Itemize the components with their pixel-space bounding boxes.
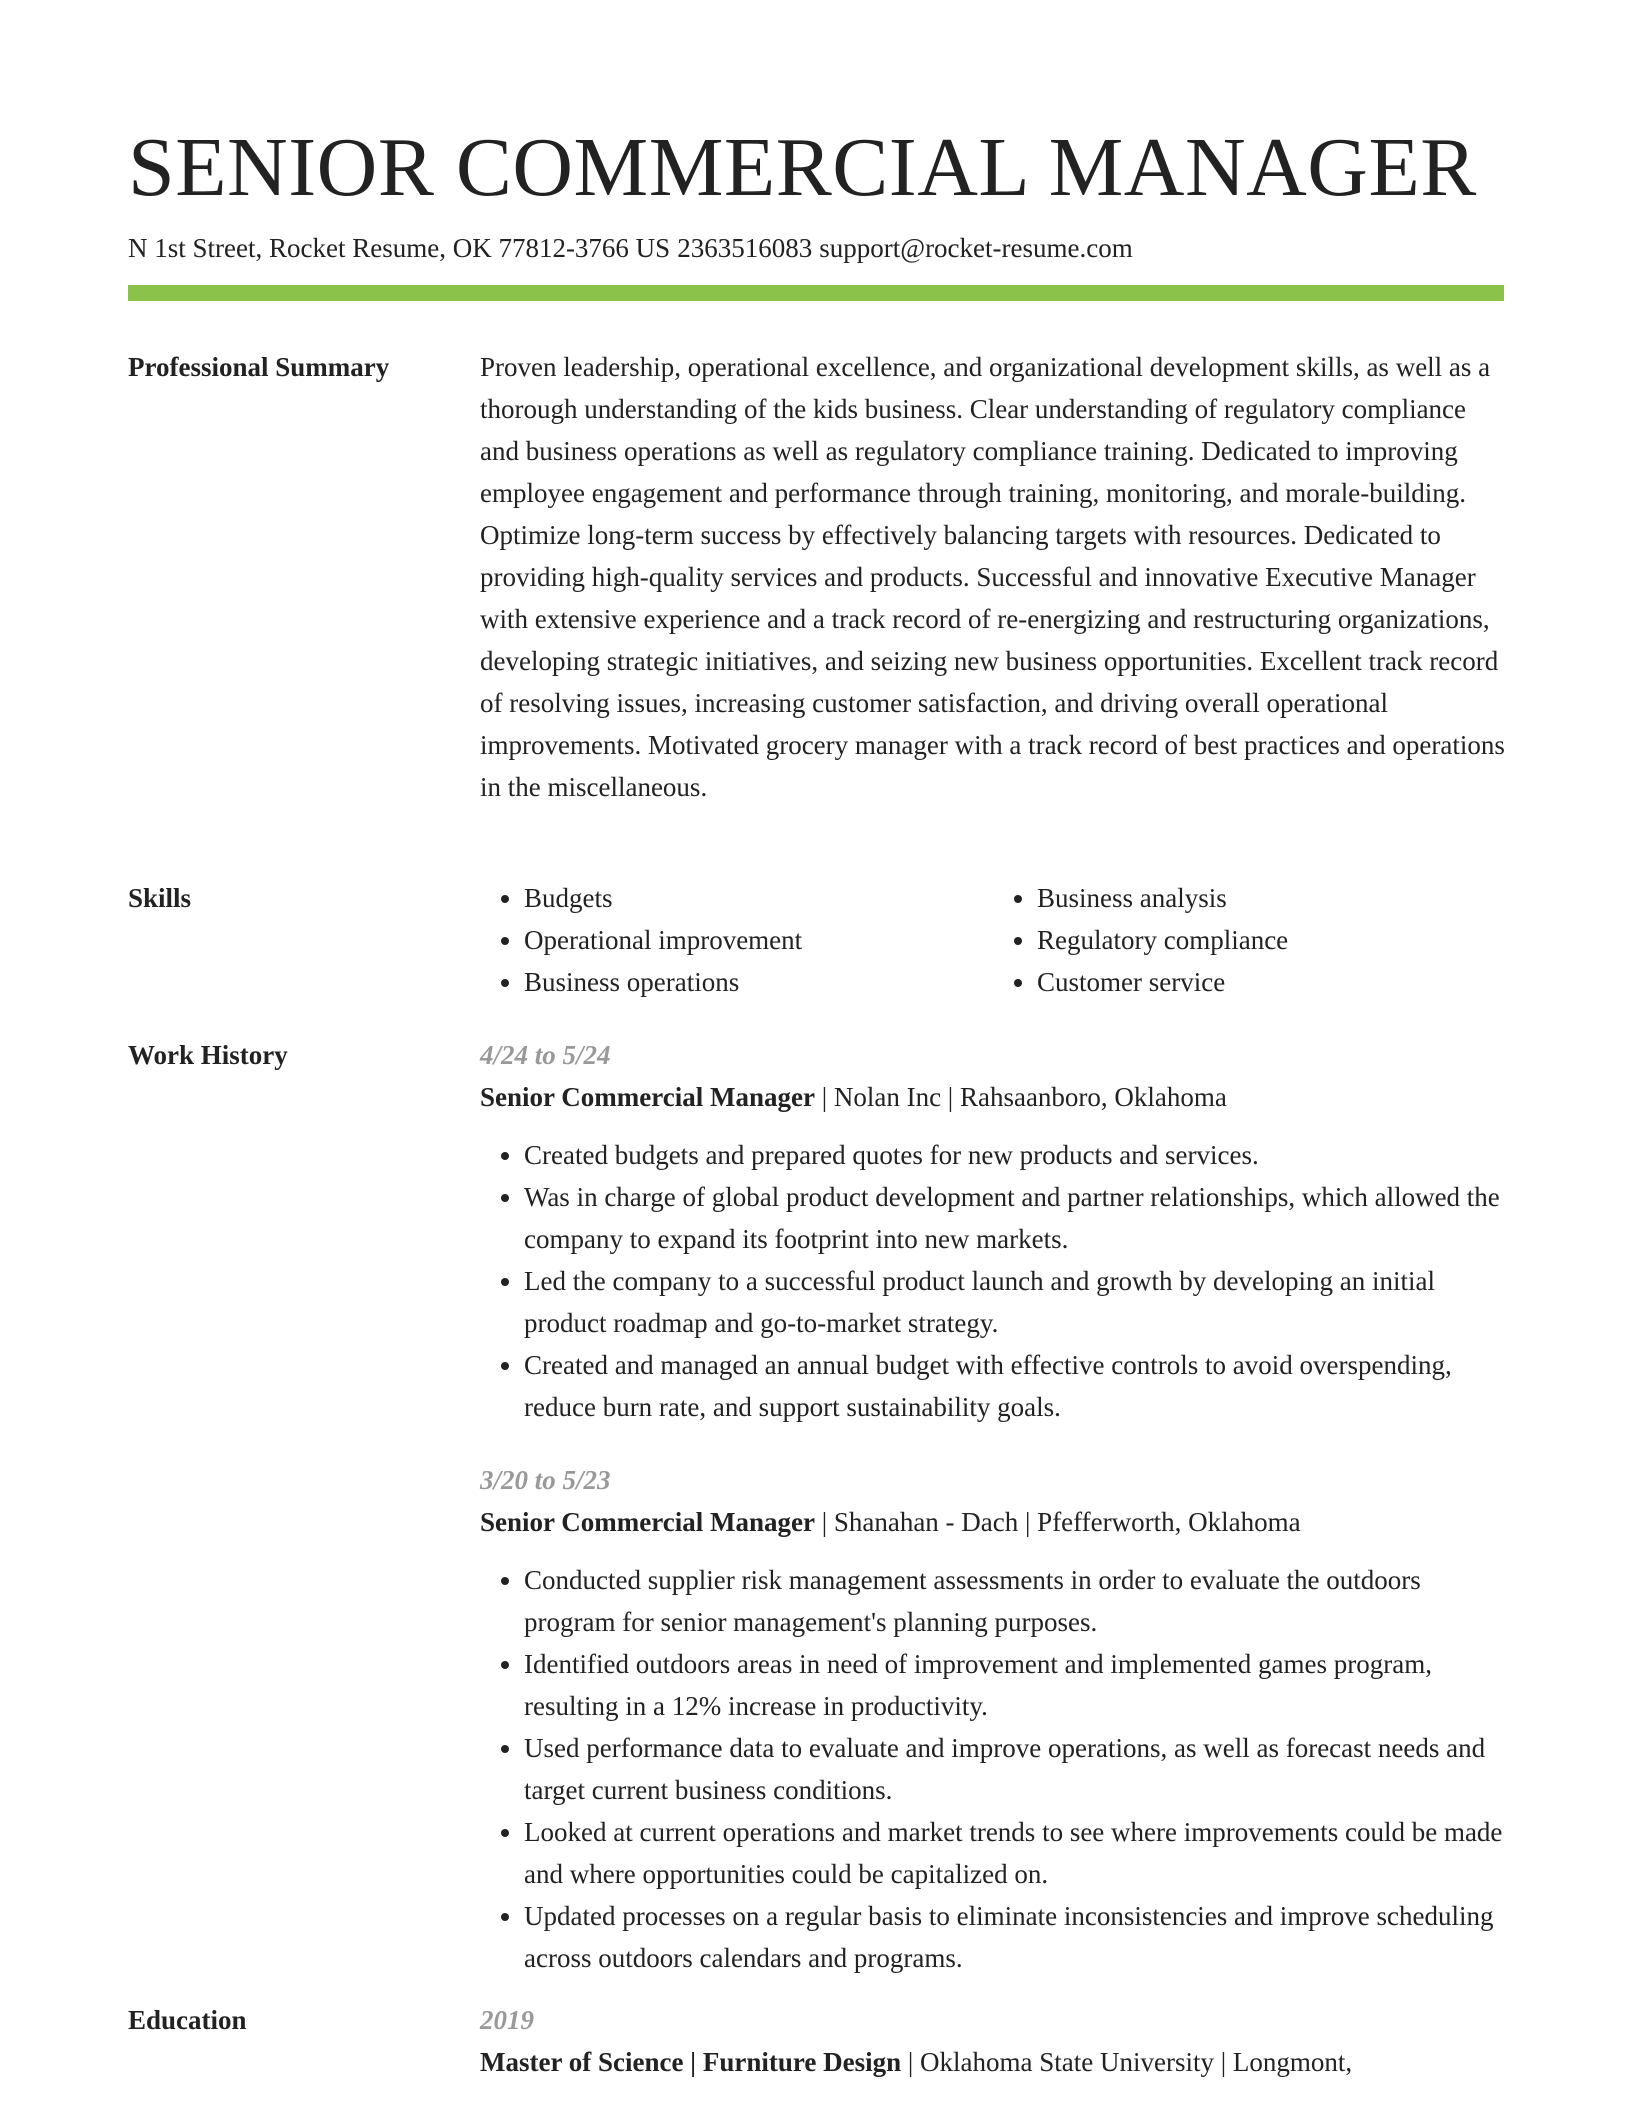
education-heading: Education — [128, 2005, 247, 2035]
contact-address: N 1st Street, Rocket Resume, OK 77812-3766 US — [128, 233, 671, 263]
skills-heading: Skills — [128, 883, 192, 913]
skill-item: • Budgets — [524, 877, 993, 919]
contact-email: support@rocket-resume.com — [819, 233, 1133, 263]
job-bullet: • Created budgets and prepared quotes for new products and services. — [524, 1134, 1506, 1176]
job-details: | Nolan Inc | Rahsaanboro, Oklahoma — [814, 1082, 1227, 1112]
skill-item: • Operational improvement — [524, 919, 993, 961]
education-heading-line — [480, 2041, 1506, 2083]
job-title: Senior Commercial Manager — [480, 1507, 815, 1537]
work-history-body — [480, 1034, 1506, 1979]
job-bullets — [480, 1559, 1506, 1979]
job-entry — [480, 1034, 1506, 1428]
education-degree: Master of Science | Furniture Design — [480, 2047, 902, 2077]
contact-line — [128, 230, 1133, 266]
education-details: | Oklahoma State University | Longmont, — [901, 2047, 1353, 2077]
job-details: | Shanahan - Dach | Pfefferworth, Oklahoma — [814, 1507, 1301, 1537]
job-dates: 3/20 to 5/23 — [480, 1465, 611, 1495]
summary-text: Proven leadership, operational excellence, and organizational development skills, as well as a thorough understanding of the kids business. Clear understanding of regulatory compliance and business operations as well as regulatory compliance training. Dedicated to improving employee engagement and performance through training, monitoring, and morale-building. Optimize long-term success by effectively balancing targets with resources. Dedicated to providing high-quality services and products. Successful and innovative Executive Manager with extensive experience and a track record of re-energizing and restructuring organizations, developing strategic initiatives, and seizing new business opportunities. Excellent track record of resolving issues, increasing customer satisfaction, and driving overall operational improvements. Motivated grocery manager with a track record of best practices and operations in the miscellaneous. — [480, 352, 1505, 802]
skills-grid — [480, 877, 1506, 1003]
job-entry — [480, 1459, 1506, 1979]
education-body — [480, 1999, 1506, 2083]
skills-column-left — [480, 877, 993, 1003]
skill-item: • Business analysis — [1037, 877, 1506, 919]
job-title: Senior Commercial Manager — [480, 1082, 815, 1112]
job-bullets — [480, 1134, 1506, 1428]
skills-body — [480, 877, 1506, 1003]
work-history-heading: Work History — [128, 1040, 288, 1070]
education-year: 2019 — [480, 2005, 534, 2035]
job-bullet: • Was in charge of global product development and partner relationships, which allowed the company to expand its footprint into new markets. — [524, 1176, 1506, 1260]
skill-item: • Customer service — [1037, 961, 1506, 1003]
job-bullet: • Created and managed an annual budget with effective controls to avoid overspending, reduce burn rate, and support sustainability goals. — [524, 1344, 1506, 1428]
job-bullet: • Conducted supplier risk management assessments in order to evaluate the outdoors program for senior management's planning purposes. — [524, 1559, 1506, 1643]
job-bullet: • Looked at current operations and market trends to see where improvements could be made and where opportunities could be capitalized on. — [524, 1811, 1506, 1895]
job-bullet: • Updated processes on a regular basis to eliminate inconsistencies and improve scheduling across outdoors calendars and programs. — [524, 1895, 1506, 1979]
skill-item: • Regulatory compliance — [1037, 919, 1506, 961]
job-heading — [480, 1501, 1506, 1543]
summary-body — [480, 346, 1506, 808]
job-dates: 4/24 to 5/24 — [480, 1040, 611, 1070]
resume-title: SENIOR COMMERCIAL MANAGER — [128, 121, 1477, 214]
summary-heading: Professional Summary — [128, 352, 390, 382]
header-divider — [128, 285, 1504, 301]
job-bullet: • Used performance data to evaluate and improve operations, as well as forecast needs and target current business conditions. — [524, 1727, 1506, 1811]
job-bullet: • Led the company to a successful product launch and growth by developing an initial product roadmap and go-to-market strategy. — [524, 1260, 1506, 1344]
job-bullet: • Identified outdoors areas in need of improvement and implemented games program, resulting in a 12% increase in productivity. — [524, 1643, 1506, 1727]
skills-column-right — [993, 877, 1506, 1003]
contact-phone: 2363516083 — [677, 233, 813, 263]
job-heading — [480, 1076, 1506, 1118]
skill-item: • Business operations — [524, 961, 993, 1003]
